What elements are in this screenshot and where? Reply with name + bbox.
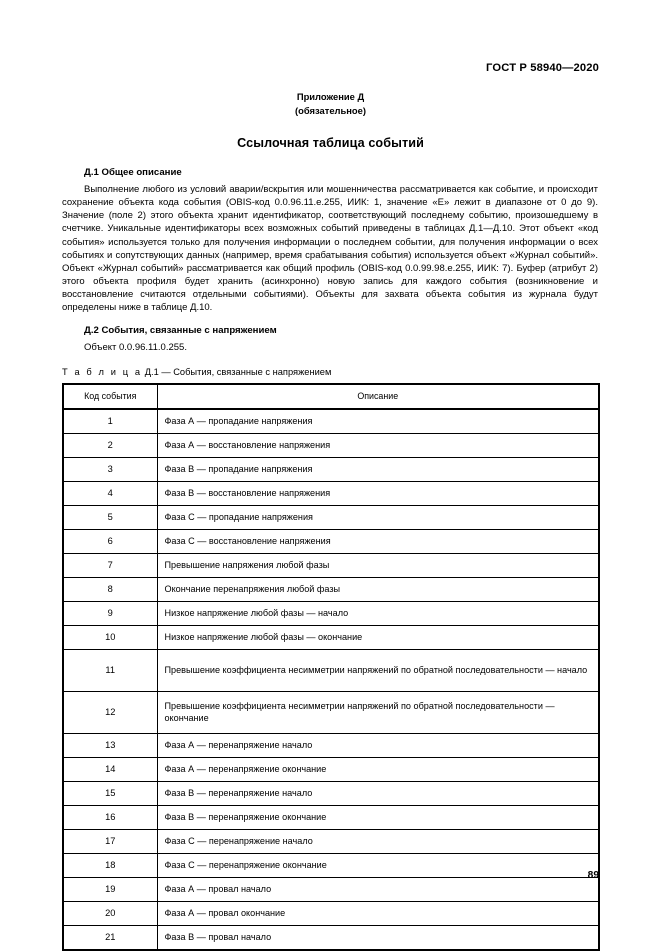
table-row bbox=[63, 925, 599, 950]
column-header-description: Описание bbox=[157, 384, 599, 409]
table-row bbox=[63, 691, 599, 733]
cell-event-code: 7 bbox=[63, 553, 157, 577]
cell-event-description: Фаза А — перенапряжение окончание bbox=[157, 757, 599, 781]
cell-event-description: Фаза А — провал начало bbox=[157, 877, 599, 901]
table-row bbox=[63, 505, 599, 529]
cell-event-description: Фаза В — провал начало bbox=[157, 925, 599, 950]
cell-event-description: Фаза С — перенапряжение начало bbox=[157, 829, 599, 853]
cell-event-description: Низкое напряжение любой фазы — окончание bbox=[157, 625, 599, 649]
event-reference-table bbox=[62, 383, 600, 951]
cell-event-code: 12 bbox=[63, 691, 157, 733]
table-row bbox=[63, 433, 599, 457]
cell-event-code: 8 bbox=[63, 577, 157, 601]
table-row bbox=[63, 553, 599, 577]
cell-event-code: 5 bbox=[63, 505, 157, 529]
annex-obligation: (обязательное) bbox=[295, 104, 366, 116]
table-row bbox=[63, 481, 599, 505]
cell-event-code: 3 bbox=[63, 457, 157, 481]
cell-event-code: 17 bbox=[63, 829, 157, 853]
cell-event-description: Фаза А — восстановление напряжения bbox=[157, 433, 599, 457]
cell-event-description: Превышение коэффициента несимметрии напряжений по обратной последовательности — начало bbox=[157, 649, 599, 691]
cell-event-description: Низкое напряжение любой фазы — начало bbox=[157, 601, 599, 625]
section-heading-d2: Д.2 События, связанные с напряжением bbox=[84, 324, 277, 336]
section-object-line-d2: Объект 0.0.96.11.0.255. bbox=[84, 341, 187, 353]
table-row bbox=[63, 805, 599, 829]
table-header-row bbox=[63, 384, 599, 409]
cell-event-description: Фаза А — перенапряжение начало bbox=[157, 733, 599, 757]
cell-event-code: 18 bbox=[63, 853, 157, 877]
table-row bbox=[63, 409, 599, 434]
cell-event-code: 20 bbox=[63, 901, 157, 925]
cell-event-description: Окончание перенапряжения любой фазы bbox=[157, 577, 599, 601]
cell-event-description: Превышение коэффициента несимметрии напряжений по обратной последовательности — окончание bbox=[157, 691, 599, 733]
table-row bbox=[63, 601, 599, 625]
cell-event-code: 19 bbox=[63, 877, 157, 901]
cell-event-description: Фаза А — провал окончание bbox=[157, 901, 599, 925]
cell-event-code: 14 bbox=[63, 757, 157, 781]
cell-event-code: 10 bbox=[63, 625, 157, 649]
cell-event-description: Фаза С — перенапряжение окончание bbox=[157, 853, 599, 877]
table-row bbox=[63, 577, 599, 601]
cell-event-code: 2 bbox=[63, 433, 157, 457]
annex-number: Приложение Д bbox=[296, 91, 365, 102]
section-paragraph-d1: Выполнение любого из условий аварии/вскрытия или мошенничества рассматривается как событие, и происходит сохранение объекта кода события (OBIS-код 0.0.96.11.e.255, ИИК: 1, значение «Е» лежит в диапазоне от 0 до 9). Значение (поле 2) этого объекта хранит идентификатор, соответствующий последнему событию, произошедшему в счетчике. Уникальные идентификаторы всех возможных событий приведены в таблицах Д.1—Д.10. Этот объект «код события» используется только для получения информации о последнем событии, для получения информации о всех событиях и сопутствующих данных (например, время срабатывания события) используется объект «Журнал событий». Объект «Журнал событий» рассматривается как общий профиль (OBIS-код 0.0.99.98.e.255, ИИК: 7). Буфер (атрибут 2) этого объекта профиля будет хранить (асинхронно) новую запись для каждого события (возникновение и восстановление считаются отдельными событиями). Объекты для захвата объекта события из журнала будут определены ниже в таблице Д.10. bbox=[62, 184, 598, 314]
table-row bbox=[63, 457, 599, 481]
cell-event-code: 11 bbox=[63, 649, 157, 691]
section-heading-d1: Д.1 Общее описание bbox=[84, 167, 182, 178]
table-row bbox=[63, 853, 599, 877]
table-caption bbox=[62, 367, 598, 377]
cell-event-description: Фаза С — восстановление напряжения bbox=[157, 529, 599, 553]
cell-event-code: 15 bbox=[63, 781, 157, 805]
content-column bbox=[62, 167, 598, 951]
table-row bbox=[63, 829, 599, 853]
table-row bbox=[63, 649, 599, 691]
table-caption-prefix: Т а б л и ц а bbox=[62, 366, 143, 377]
cell-event-description: Превышение напряжения любой фазы bbox=[157, 553, 599, 577]
table-row bbox=[63, 625, 599, 649]
annex-label bbox=[0, 90, 661, 117]
table-row bbox=[63, 781, 599, 805]
table-row bbox=[63, 901, 599, 925]
cell-event-description: Фаза В — перенапряжение окончание bbox=[157, 805, 599, 829]
cell-event-code: 16 bbox=[63, 805, 157, 829]
cell-event-code: 6 bbox=[63, 529, 157, 553]
table-row bbox=[63, 733, 599, 757]
page-title: Ссылочная таблица событий bbox=[237, 136, 424, 150]
cell-event-description: Фаза В — восстановление напряжения bbox=[157, 481, 599, 505]
cell-event-code: 4 bbox=[63, 481, 157, 505]
cell-event-code: 9 bbox=[63, 601, 157, 625]
cell-event-code: 21 bbox=[63, 925, 157, 950]
cell-event-description: Фаза А — пропадание напряжения bbox=[157, 409, 599, 434]
table-row bbox=[63, 877, 599, 901]
cell-event-description: Фаза В — пропадание напряжения bbox=[157, 457, 599, 481]
table-header bbox=[63, 384, 599, 409]
cell-event-code: 1 bbox=[63, 409, 157, 434]
cell-event-description: Фаза В — перенапряжение начало bbox=[157, 781, 599, 805]
table-row bbox=[63, 757, 599, 781]
cell-event-description: Фаза С — пропадание напряжения bbox=[157, 505, 599, 529]
cell-event-code: 13 bbox=[63, 733, 157, 757]
table-body bbox=[63, 409, 599, 950]
table-row bbox=[63, 529, 599, 553]
page-number: 89 bbox=[587, 870, 599, 881]
column-header-code: Код события bbox=[63, 384, 157, 409]
running-header: ГОСТ Р 58940—2020 bbox=[486, 62, 599, 74]
table-caption-rest: Д.1 — События, связанные с напряжением bbox=[144, 366, 332, 377]
